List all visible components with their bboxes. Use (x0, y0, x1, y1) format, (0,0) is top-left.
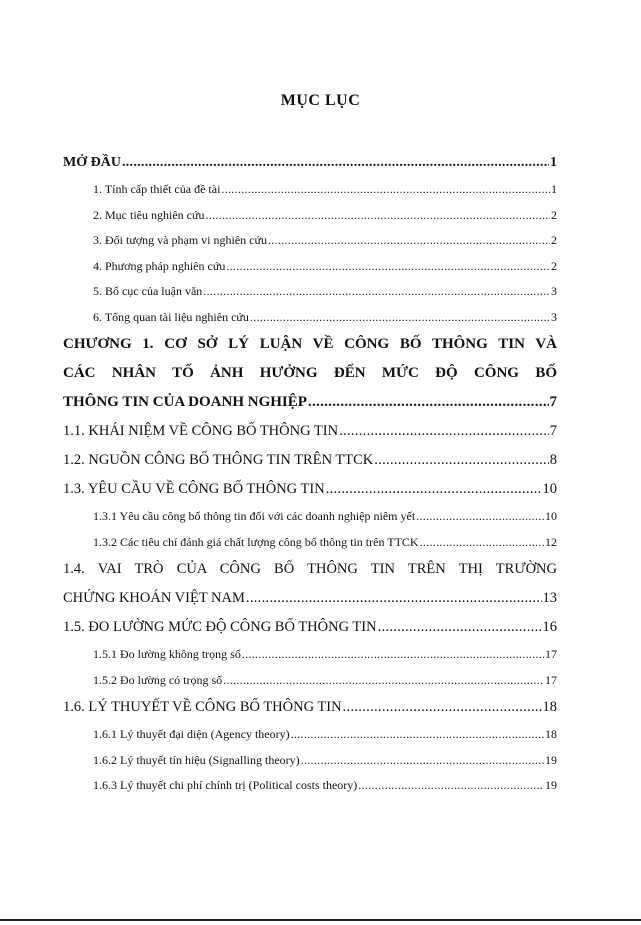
toc-entry-1-3-1[interactable] (63, 504, 557, 530)
page-title: MỤC LỤC (280, 92, 361, 109)
toc-leader (122, 148, 549, 177)
toc-page: 2 (551, 258, 557, 273)
toc-label: 1.4. VAI TRÒ CỦA CÔNG BỐ THÔNG TIN TRÊN THỊ TRƯỜNG (63, 561, 557, 577)
toc-leader (205, 203, 550, 229)
toc-label: THÔNG TIN CỦA DOANH NGHIỆP (63, 394, 307, 410)
toc-label: 6. Tổng quan tài liệu nghiên cứu (93, 309, 249, 324)
toc-label: 5. Bố cục của luận văn (93, 284, 203, 298)
toc-leader (226, 254, 550, 280)
toc-page: 10 (545, 509, 557, 523)
toc-label: 1.3.1 Yêu cầu công bố thông tin đối với các doanh nghiệp niêm yết (93, 509, 416, 523)
toc-entry-1-2[interactable] (63, 446, 557, 475)
toc-label: 1.3. YÊU CẦU VỀ CÔNG BỐ THÔNG TIN (63, 481, 325, 497)
toc-label: 1.6. LÝ THUYẾT VỀ CÔNG BỐ THÔNG TIN (63, 699, 342, 715)
toc-entry-intro[interactable] (63, 148, 557, 177)
toc-leader (420, 530, 544, 556)
toc-entry[interactable] (63, 305, 557, 331)
toc-page: 1 (550, 155, 557, 170)
toc-label: 1.3.2 Các tiêu chí đánh giá chất lượng công bố thông tin trên TTCK (93, 534, 419, 549)
toc-label: 4. Phương pháp nghiên cứu (93, 258, 226, 273)
toc-entry-1-3-2[interactable] (63, 530, 557, 556)
toc-label: 3. Đối tượng và phạm vi nghiên cứu (93, 233, 267, 247)
toc-page: 19 (545, 752, 557, 767)
toc-page: 2 (551, 233, 557, 247)
toc-page: 12 (545, 534, 557, 549)
toc-page: 3 (551, 284, 557, 298)
toc-entry[interactable] (63, 228, 557, 254)
toc-entry-1-5-2[interactable] (63, 668, 557, 694)
page-bottom-rule (0, 919, 641, 921)
toc-entry[interactable] (63, 279, 557, 305)
toc-entry-1-6-1[interactable] (63, 722, 557, 748)
toc-entry-1-4[interactable] (63, 555, 557, 613)
toc-leader (374, 446, 548, 475)
toc-page: 2 (551, 207, 557, 222)
toc-entry-1-3[interactable] (63, 475, 557, 504)
toc-label: 2. Mục tiêu nghiên cứu (93, 207, 205, 222)
toc-leader (358, 773, 544, 799)
toc-leader (343, 693, 542, 722)
toc-leader (291, 722, 544, 748)
toc-label: CHƯƠNG 1. CƠ SỞ LÝ LUẬN VỀ CÔNG BỐ THÔNG TIN VÀ (63, 336, 557, 352)
toc-label: 1.5. ĐO LƯỜNG MỨC ĐỘ CÔNG BỐ THÔNG TIN (63, 619, 377, 635)
toc-label: 1.6.2 Lý thuyết tín hiệu (Signalling theory) (93, 752, 300, 767)
toc-leader (339, 417, 549, 446)
toc-page: 13 (542, 590, 557, 606)
toc-label: 1.2. NGUỒN CÔNG BỐ THÔNG TIN TRÊN TTCK (63, 452, 374, 468)
toc-label: 1.5.2 Đo lường có trọng số (93, 672, 223, 687)
toc-leader (378, 613, 542, 642)
toc-leader (308, 388, 549, 417)
toc-label: MỞ ĐẦU (63, 155, 121, 170)
table-of-contents (63, 148, 557, 799)
toc-page: 8 (549, 452, 557, 468)
toc-page: 18 (542, 699, 557, 715)
toc-entry-1-1[interactable] (63, 417, 557, 446)
toc-leader (246, 584, 542, 613)
toc-page: 3 (551, 309, 557, 324)
toc-entry-1-5-1[interactable] (63, 642, 557, 668)
toc-page: 7 (549, 394, 557, 410)
toc-label: 1.5.1 Đo lường không trọng số (93, 647, 241, 661)
toc-label: 1.6.1 Lý thuyết đại diện (Agency theory) (93, 727, 290, 741)
toc-page: 10 (542, 481, 557, 497)
toc-page: 1 (551, 182, 557, 196)
toc-label: 1.6.3 Lý thuyết chi phí chính trị (Political costs theory) (93, 778, 358, 792)
toc-entry[interactable] (63, 203, 557, 229)
toc-leader (203, 279, 550, 305)
toc-entry[interactable] (63, 177, 557, 203)
toc-entry-1-6[interactable] (63, 693, 557, 722)
toc-label: 1. Tính cấp thiết của đề tài (93, 182, 221, 196)
toc-leader (221, 177, 550, 203)
toc-page: 7 (549, 423, 557, 439)
toc-leader (268, 228, 550, 254)
toc-entry-1-6-2[interactable] (63, 748, 557, 774)
toc-leader (416, 504, 544, 530)
toc-entry-1-6-3[interactable] (63, 773, 557, 799)
toc-leader (301, 748, 544, 774)
toc-leader (242, 642, 544, 668)
toc-leader (250, 305, 550, 331)
toc-page: 18 (545, 727, 557, 741)
toc-label: CHỨNG KHOÁN VIỆT NAM (63, 590, 245, 606)
toc-entry-1-5[interactable] (63, 613, 557, 642)
toc-entry[interactable] (63, 254, 557, 280)
toc-page: 19 (545, 778, 557, 792)
toc-label: CÁC NHÂN TỐ ẢNH HƯỞNG ĐẾN MỨC ĐỘ CÔNG BỐ (63, 365, 557, 381)
toc-page: 16 (542, 619, 557, 635)
toc-entry-chapter-1[interactable] (63, 330, 557, 417)
toc-page: 17 (545, 647, 557, 661)
toc-leader (326, 475, 542, 504)
toc-page: 17 (545, 672, 557, 687)
toc-leader (223, 668, 544, 694)
toc-label: 1.1. KHÁI NIỆM VỀ CÔNG BỐ THÔNG TIN (63, 423, 339, 439)
